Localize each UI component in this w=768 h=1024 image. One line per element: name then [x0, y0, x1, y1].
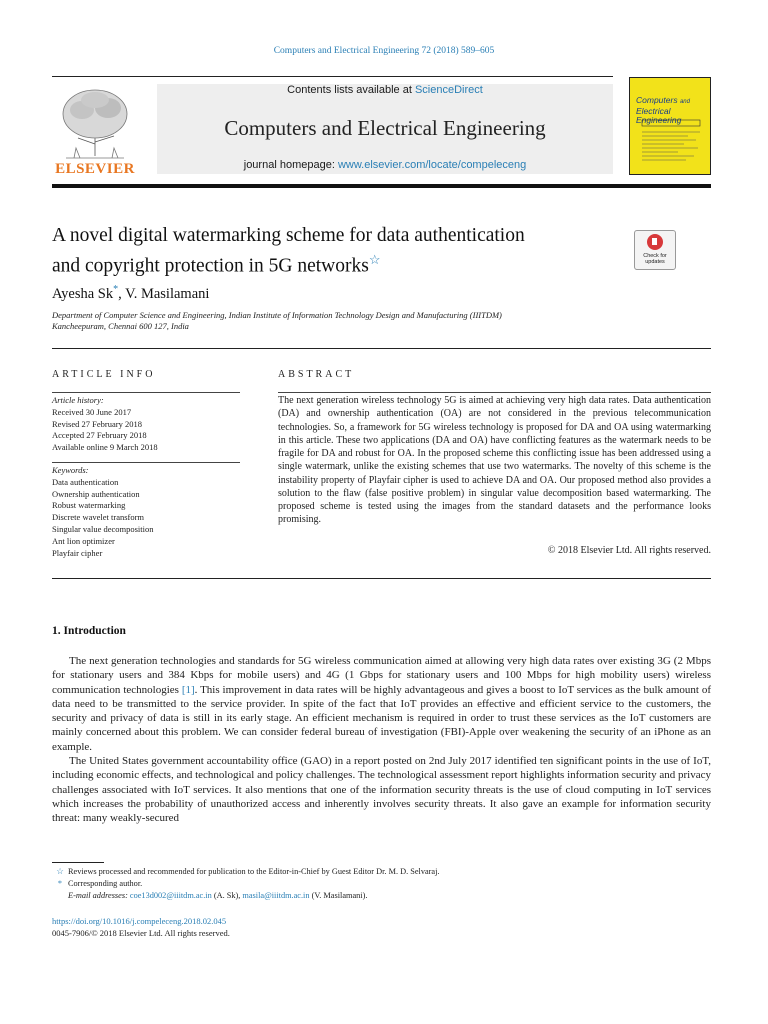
email-owner: (A. Sk), [211, 890, 243, 900]
elsevier-wordmark: ELSEVIER [55, 161, 135, 177]
article-title-line1: A novel digital watermarking scheme for data authentication [52, 225, 525, 246]
journal-homepage-line [157, 159, 613, 171]
email-label: E-mail addresses: [68, 890, 128, 900]
history-item: Available online 9 March 2018 [52, 442, 158, 453]
affiliation-line1: Department of Computer Science and Engineering, Indian Institute of Information Technology Design and Manufacturing (IIITDM) [52, 310, 502, 320]
issn-line: 0045-7906/© 2018 Elsevier Ltd. All rights reserved. [52, 927, 230, 938]
keyword-item: Ownership authentication [52, 488, 140, 499]
email-link[interactable]: coe13d002@iiitdm.ac.in [129, 890, 212, 900]
affiliation-line2: Kancheepuram, Chennai 600 127, India [52, 321, 189, 331]
doi-block [52, 916, 452, 940]
abstract-text: The next generation wireless technology 5G is aimed at achieving very high data rates. Data authentication (DA) and ownership authentication (OA) are not considered in the previous telecommunication technologies. So, a framework for 5G wireless technology is proposed for DA and OA using watermarking in this article. These two applications (DA and OA) have conflicting features as the watermark needs to be fragile for DA and robust for OA. In the proposed scheme this conflicting issue has been addressed using a single watermark, unlike the existing schemes that use two watermarks. The novelty of this scheme is the instability property of Playfair cipher is used to achieve DA and OA. Our proposed method also provides a solution to the flaw (false positive problem) in singular value decomposition based watermarking. The proposed scheme is tested using the images from the standard datasets and the performance looks promising. [278, 395, 711, 526]
keyword-item: Playfair cipher [52, 547, 103, 558]
header-bottom-rule [52, 184, 711, 188]
article-info-heading: ARTICLE INFO [52, 369, 156, 380]
abstract-heading: ABSTRACT [278, 369, 355, 380]
section-rule [52, 348, 711, 349]
journal-cover-thumbnail [629, 77, 711, 175]
check-updates-label [635, 253, 675, 265]
paragraph [52, 654, 711, 754]
keyword-item: Data authentication [52, 476, 119, 487]
check-for-updates-button[interactable] [634, 230, 676, 270]
article-title-line2: and copyright protection in 5G networks [52, 255, 369, 277]
introduction-heading: 1. Introduction [52, 625, 126, 637]
article-info-rule [52, 392, 240, 393]
check-updates-line1: Check for [643, 253, 667, 259]
abstract-copyright: © 2018 Elsevier Ltd. All rights reserved. [547, 545, 711, 556]
keywords-rule [52, 462, 240, 463]
bookmark-icon [647, 234, 663, 250]
sciencedirect-link[interactable]: ScienceDirect [414, 84, 483, 96]
introduction-body [52, 654, 711, 826]
keyword-item: Ant lion optimizer [52, 535, 115, 546]
article-history [52, 395, 242, 454]
corresponding-author-star[interactable]: * [113, 284, 119, 295]
history-item: Revised 27 February 2018 [52, 418, 142, 429]
check-updates-line2: updates [645, 259, 665, 265]
cover-title-line1: Computers [636, 95, 678, 105]
journal-title: Computers and Electrical Engineering [224, 116, 546, 140]
homepage-prefix: journal homepage: [243, 159, 338, 171]
authors-line [52, 284, 209, 303]
footnote-rule [52, 862, 104, 863]
email-link[interactable]: masila@iiitdm.ac.in [242, 890, 310, 900]
journal-homepage-link[interactable]: www.elsevier.com/locate/compeleceng [337, 159, 527, 171]
paragraph-text: The next generation technologies and standards for 5G wireless communication aimed at allowing very high data rates over existing 3G (2 Mbps for stationary users and 384 Kbps for mobile users) and 4G (1 Gbps for stationary users and 100 Mbps for high mobility users) wireless communication technologies [52, 655, 711, 696]
author-name[interactable]: Ayesha Sk [52, 285, 114, 302]
author-name[interactable]: V. Masilamani [125, 285, 210, 302]
email-owner: (V. Masilamani). [309, 890, 368, 900]
footnote-star: ☆ [56, 867, 64, 876]
article-title [52, 224, 622, 279]
footnotes [52, 866, 711, 901]
keyword-item: Discrete wavelet transform [52, 512, 145, 523]
keywords-label: Keywords: [52, 465, 89, 475]
paragraph-text: . This improvement in data rates will be highly advantageous and gives a boost to IoT services as the bulk amount of data need to be transmitted to the service provider. In spite of the fact that IoT provides an effective and efficient service to the customers, the security and privacy of data is still in its early stage. An efficient mechanism is required in order to trust these services as the IoT customers are mainly concerned about this problem. We can consider federal bureau of investigation (FBI)-Apple over weakening the security of an iPhone as an example. [52, 683, 711, 753]
keywords-list [52, 465, 242, 559]
cover-title-line3: Electrical Engineering [636, 106, 682, 125]
journal-citation-link[interactable]: Computers and Electrical Engineering 72 (2018) 589–605 [273, 46, 495, 56]
title-footnote-star[interactable]: ☆ [368, 252, 381, 267]
footnote-item [52, 866, 711, 878]
footnote-asterisk: * [57, 878, 63, 888]
footnote-item [52, 878, 711, 890]
doi-link[interactable]: https://doi.org/10.1016/j.compeleceng.2018.02.045 [52, 916, 227, 926]
cover-graphic [638, 118, 704, 168]
contents-lists-line [157, 84, 613, 96]
citation-link[interactable]: [1] [181, 683, 195, 696]
contents-prefix: Contents lists available at [287, 84, 415, 96]
section-rule [52, 578, 711, 579]
cover-title-line2: and [679, 99, 690, 105]
footnote-emails [52, 890, 711, 902]
history-item: Received 30 June 2017 [52, 406, 132, 417]
paragraph: The United States government accountability office (GAO) in a report posted on 2nd July 2017 identified ten significant points in the use of IoT, including economic effects, and technological and policy challenges. The technological assessment report highlights information security and privacy challenges associated with IoT services. It also mentions that one of the information security threats is the use of cloud computing in IoT services which increases the probability of unauthorized access and inherently involves security threats. It also gave an example for information security threat: many weakly-secured [52, 755, 711, 825]
keyword-item: Robust watermarking [52, 500, 126, 511]
footnote-text: Corresponding author. [68, 878, 143, 888]
abstract-rule [278, 392, 711, 393]
affiliation [52, 310, 672, 332]
footnote-text: Reviews processed and recommended for publication to the Editor-in-Chief by Guest Editor Dr. M. D. Selvaraj. [68, 867, 440, 876]
header-top-rule [52, 76, 613, 77]
keyword-item: Singular value decomposition [52, 523, 154, 534]
author-separator: , [118, 285, 126, 302]
history-label: Article history: [52, 395, 104, 405]
history-item: Accepted 27 February 2018 [52, 430, 147, 441]
